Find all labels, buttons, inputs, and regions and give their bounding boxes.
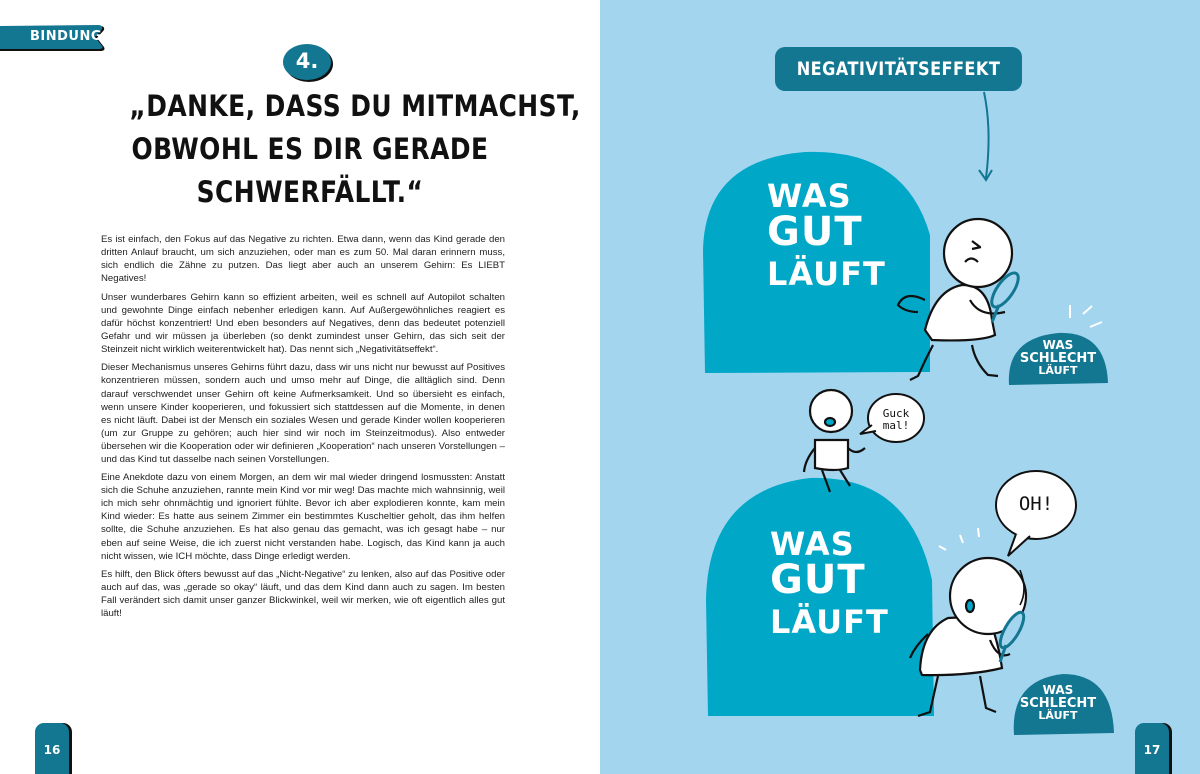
good-word: GUT	[767, 209, 863, 255]
title-line: „DANKE, DASS DU MITMACHST,	[129, 89, 581, 123]
bad-word: WAS	[1042, 338, 1074, 352]
good-word: LÄUFT	[770, 603, 889, 641]
concept-label	[775, 47, 1022, 91]
speech-oh-text: OH!	[1018, 493, 1054, 515]
page-number: 17	[1143, 743, 1161, 757]
section-tag-label: BINDUNG	[30, 29, 103, 44]
chapter-number: 4.	[295, 49, 319, 73]
concept-label-text: NEGATIVITÄTSEFFEKT	[796, 58, 1001, 80]
page-title	[129, 85, 581, 214]
good-label-top	[767, 177, 886, 293]
good-word: GUT	[770, 557, 866, 603]
title-line: SCHWERFÄLLT.“	[196, 175, 424, 209]
page-number-tab	[1135, 723, 1169, 774]
illustration	[600, 0, 1200, 774]
good-label-bottom	[770, 525, 889, 641]
paragraph: Eine Anekdote dazu von einem Morgen, an dem wir mal wieder dringend losmussten: Anstatt sich die Schuhe anzuziehen, rannte mein Kind vor mir weg! Das machte mich wahnsinnig, weil ich mich sehr ohnmächtig und ignoriert fühlte. Bevor ich aber explodieren konnte, kam mein Kind wieder: Es hatte aus seinem Zimmer ein bestimmtes Kuscheltier geholt, das ihm helfen sollte, die Schuhe anzuziehen. Es hat also genau das gemacht, was ich gesagt habe – nur eben auf seine Weise, die ich zuerst nicht verstanden habe. Logisch, das Kind kann ja auch nicht wissen, wie ICH möchte, dass Dinge erledigt werden.	[101, 472, 505, 562]
bad-word: LÄUFT	[1038, 709, 1078, 723]
paragraph: Unser wunderbares Gehirn kann so effizient arbeiten, weil es schnell auf Autopilot schalten und gewohnte Dinge einfach nebenher erledigen kann. Auf Außergewöhnliches reagiert es dafür höchst konzentriert! Und eben besonders auf Negatives, denn das bedeutet potenziell Gefahr und wir müssen ja überleben (so denkt zumindest unser Gehirn, das sich seit der Steinzeit nicht wirklich weiterentwickelt hat). Das nennt sich „Negativitätseffekt“.	[101, 291, 505, 355]
figure-sitting	[804, 390, 865, 492]
good-word: WAS	[767, 177, 852, 215]
paragraph: Es hilft, den Blick öfters bewusst auf das „Nicht-Negative“ zu lenken, also auf das Positive oder auch auf das, was „gerade so okay“ läuft, und das dem Kind dann auch zu sagen. Im besten Fall verändert sich damit unser ganzer Blickwinkel, weil wir merken, wie oft eigentlich alles gut läuft!	[101, 569, 505, 620]
bad-word: SCHLECHT	[1019, 350, 1097, 366]
speech-guck-text: Guck mal!	[882, 407, 910, 433]
good-word: WAS	[770, 525, 855, 563]
bad-label-bottom	[1013, 684, 1103, 722]
section-tag	[0, 25, 110, 50]
chapter-number-badge	[282, 42, 332, 82]
title-line: OBWOHL ES DIR GERADE	[131, 132, 489, 166]
page-number-tab	[35, 723, 69, 774]
arrow-icon	[984, 92, 989, 178]
good-word: LÄUFT	[767, 255, 886, 293]
page-number: 16	[43, 743, 61, 757]
bad-word: SCHLECHT	[1019, 695, 1097, 711]
paragraph: Dieser Mechanismus unseres Gehirns führt dazu, dass wir uns nicht nur bewusst auf Positives konzentrieren müssen, sondern auch und umso mehr auf Dinge, die alltäglich sind. Denn darauf verschwendet unser Gehirn oft keine Aufmerksamkeit. Und so übersieht es einfach, wenn unsere Kinder kooperieren, und fokussiert sich stattdessen auf die Momente, in denen es nicht läuft. Dabei ist der Mensch ein soziales Wesen und gerade Kinder wollen kooperieren (um zur Gruppe zu gehören; auch hier sind wir noch im Steinzeitmodus). Also entweder übersehen wir die Kooperation oder wir definieren „Kooperation“ nach unseren Vorstellungen – und das Kind tut dasselbe nach seinen Vorstellungen.	[101, 362, 505, 465]
bad-word: WAS	[1042, 683, 1074, 697]
bad-word: LÄUFT	[1038, 364, 1078, 378]
right-page	[600, 0, 1200, 774]
bad-label-top	[1013, 339, 1103, 377]
body-text	[101, 233, 505, 626]
paragraph: Es ist einfach, den Fokus auf das Negative zu richten. Etwa dann, wenn das Kind gerade den dritten Anlauf braucht, um sich anzuziehen, oder man es zum 50. Mal daran erinnern muss, sich endlich die Zähne zu putzen. Das liegt aber auch an unserem Gehirn: Es LIEBT Negatives!	[101, 234, 505, 285]
